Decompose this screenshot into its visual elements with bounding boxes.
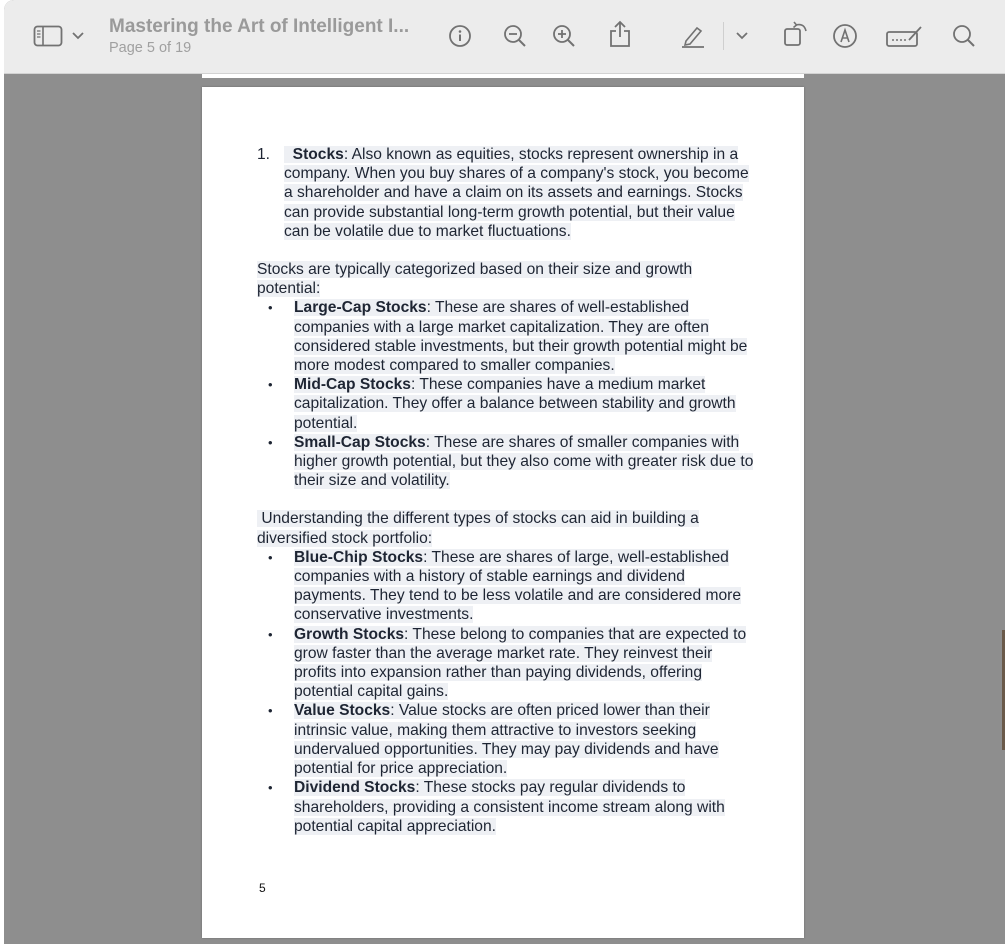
page-content bbox=[257, 145, 757, 836]
item-description: : Value stocks are often priced lower than their intrinsic value, making them attractive to investors seeking undervalued opportunities. They may pay dividends and have potential for price appreciation. bbox=[294, 702, 719, 778]
preview-window bbox=[4, 0, 1005, 944]
chevron-down-icon[interactable] bbox=[730, 20, 754, 52]
item-term: Stocks bbox=[292, 146, 344, 163]
type-bullet-list bbox=[257, 548, 757, 836]
list-item bbox=[257, 298, 757, 375]
item-description: : Also known as equities, stocks represent ownership in a company. When you buy shares of a company's stock, you become a shareholder and have a claim on its assets and earnings. Stocks can provide substantial long-term growth potential, but their value can be volatile due to market fluctuations. bbox=[284, 146, 749, 240]
item-term: Mid-Cap Stocks bbox=[294, 376, 411, 394]
previous-page-edge bbox=[202, 74, 804, 78]
sidebar-icon[interactable] bbox=[32, 20, 64, 52]
share-icon[interactable] bbox=[604, 18, 636, 50]
page-number: 5 bbox=[259, 881, 266, 895]
paragraph bbox=[257, 260, 757, 298]
item-description: : These stocks pay regular dividends to shareholders, providing a consistent income stream along with potential capital appreciation. bbox=[294, 779, 725, 835]
list-item bbox=[257, 625, 757, 702]
search-icon[interactable] bbox=[948, 20, 980, 52]
item-term: Dividend Stocks bbox=[294, 779, 416, 797]
zoom-in-icon[interactable] bbox=[548, 20, 580, 52]
toolbar bbox=[4, 0, 1005, 74]
bullet: • bbox=[268, 434, 273, 450]
bullet: • bbox=[268, 300, 273, 316]
item-term: Value Stocks bbox=[294, 702, 391, 720]
highlighter-icon[interactable] bbox=[677, 20, 709, 52]
list-item bbox=[257, 433, 757, 491]
item-text bbox=[284, 146, 749, 240]
item-term: Growth Stocks bbox=[294, 625, 405, 643]
document-page bbox=[202, 87, 804, 938]
paragraph-text: Stocks are typically categorized based on their size and growth potential: bbox=[257, 261, 693, 298]
paragraph-body: Understanding the different types of stocks can aid in building a diversified stock portfolio: bbox=[257, 510, 699, 547]
item-description: : These companies have a medium market capitalization. They offer a balance between stability and growth potential. bbox=[294, 376, 736, 432]
list-item bbox=[257, 375, 757, 433]
bullet: • bbox=[268, 780, 273, 796]
info-icon[interactable] bbox=[444, 20, 476, 52]
item-description: : These are shares of large, well-established companies with a history of stable earnings and dividend payments. They tend to be less volatile and are considered more conservative investments. bbox=[294, 548, 741, 624]
document-title: Mastering the Art of Intelligent I... bbox=[109, 16, 410, 37]
zoom-out-icon[interactable] bbox=[499, 20, 531, 52]
item-term: Large-Cap Stocks bbox=[294, 299, 427, 317]
item-description: : These are shares of smaller companies with higher growth potential, but they also come with greater risk due to their size and volatility. bbox=[294, 433, 754, 490]
list-item bbox=[257, 778, 757, 836]
size-bullet-list bbox=[257, 298, 757, 490]
list-item bbox=[257, 548, 757, 625]
list-item bbox=[257, 701, 757, 778]
page-indicator: Page 5 of 19 bbox=[109, 40, 192, 56]
item-description: : These belong to companies that are expected to grow faster than the average market rate. They reinvest their profits into expansion rather than paying dividends, offering potential capital gains. bbox=[294, 625, 747, 701]
item-term: Blue-Chip Stocks bbox=[294, 548, 424, 566]
list-item bbox=[257, 145, 757, 241]
signature-icon[interactable] bbox=[884, 20, 924, 52]
item-description: : These are shares of well-established companies with a large market capitalization. They are often considered stable investments, but their growth potential might be more modest compared to smaller companies. bbox=[294, 299, 748, 375]
bullet: • bbox=[268, 703, 273, 719]
rotate-icon[interactable] bbox=[780, 18, 812, 50]
bullet: • bbox=[268, 377, 273, 393]
toolbar-separator bbox=[723, 22, 724, 50]
item-term: Small-Cap Stocks bbox=[294, 433, 426, 451]
markup-icon[interactable] bbox=[829, 20, 861, 52]
paragraph bbox=[257, 509, 757, 547]
paragraph-text bbox=[257, 510, 699, 546]
bullet: • bbox=[268, 549, 273, 565]
bullet: • bbox=[268, 626, 273, 642]
title-block bbox=[109, 15, 429, 57]
chevron-down-icon[interactable] bbox=[66, 20, 90, 52]
list-number: 1. bbox=[257, 146, 271, 163]
